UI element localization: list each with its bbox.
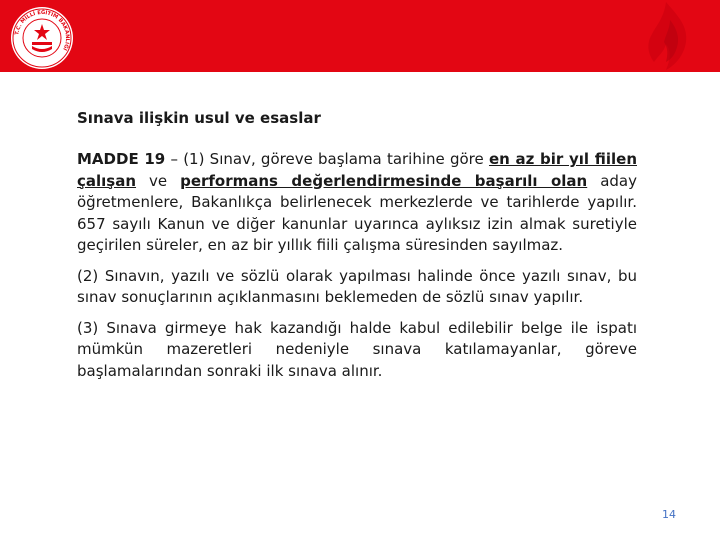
document-title: Sınava ilişkin usul ve esaslar — [77, 109, 321, 127]
article-paragraph-1 — [77, 149, 637, 257]
p1-underlined-2: performans değerlendirmesinde başarılı olan — [180, 171, 588, 190]
document-content — [77, 108, 637, 391]
article-paragraph-2: (2) Sınavın, yazılı ve sözlü olarak yapılması halinde önce yazılı sınav, bu sınav sonuçlarının açıklanmasını beklemeden de sözlü sınav yapılır. — [77, 266, 637, 306]
p1-text-c: aday öğretmenlere, Bakanlıkça belirlenecek merkezlerde ve tarihlerde yapılır. 657 sayılı Kanun ve diğer kanunlar uyarınca aylıksız izin almak suretiyle geçirilen süreler, en az bir yıllık fiili çalışma süresinden sayılmaz. — [77, 171, 637, 254]
page-number: 14 — [662, 508, 676, 521]
article-label: MADDE 19 — [77, 150, 166, 168]
p1-underlined-1: en az bir yıl fiilen çalışan — [77, 150, 637, 190]
article-dash: – — [165, 150, 184, 168]
p1-text-a: (1) Sınav, göreve başlama tarihine göre — [183, 150, 489, 168]
p1-text-b: ve — [136, 171, 181, 190]
meb-emblem-icon — [10, 6, 74, 70]
header-bar — [0, 0, 720, 72]
article-paragraph-3: (3) Sınava girmeye hak kazandığı halde kabul edilebilir belge ile ispatı mümkün mazeretleri nedeniyle sınava katılamayanlar, göreve başlamalarından sonraki ilk sınava alınır. — [77, 318, 637, 380]
flame-icon — [626, 0, 706, 72]
logo-text: T.C. MİLLİ EĞİTİM BAKANLIĞI — [14, 9, 71, 52]
